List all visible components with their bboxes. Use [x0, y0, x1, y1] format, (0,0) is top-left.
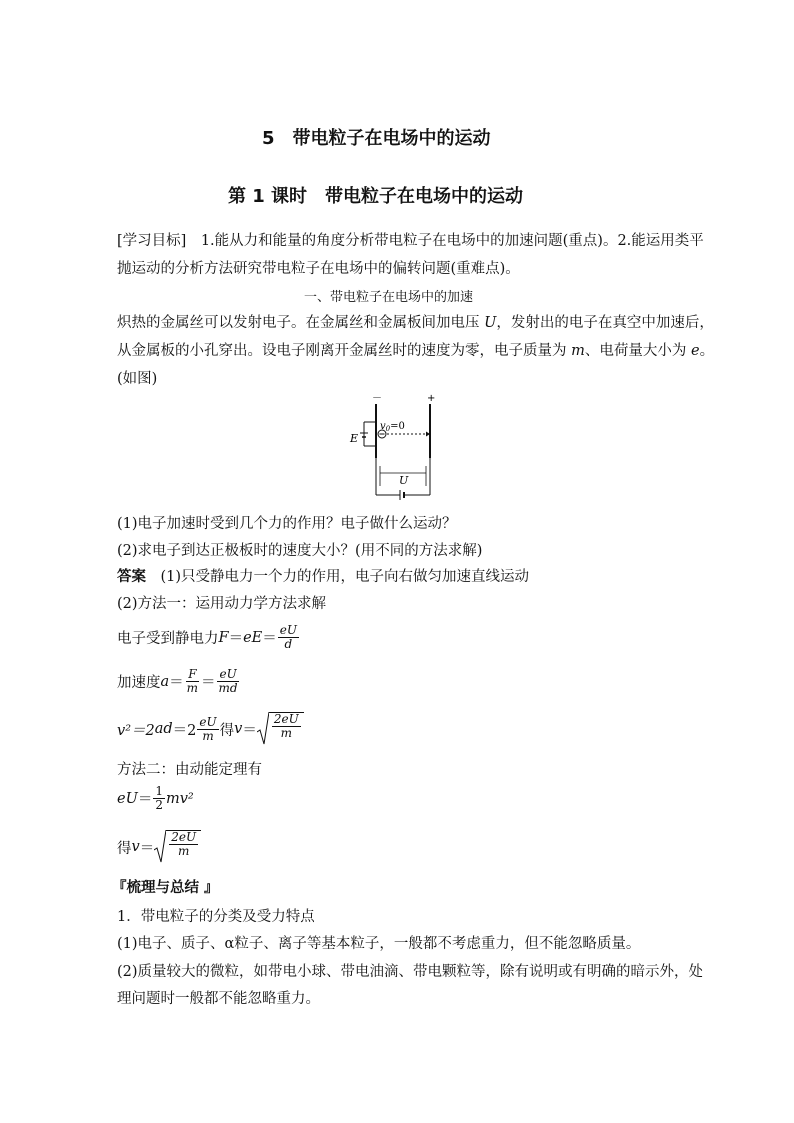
fraction-one-half: $\frac{1}{2}$: [155, 784, 163, 812]
circuit-diagram: [344, 392, 444, 500]
learning-objectives-line-2: 抛运动的分析方法研究带电粒子在电场中的偏转问题(重难点)。: [117, 261, 520, 277]
fraction-eU-over-md: $\frac{eU}{md}$: [218, 667, 238, 695]
answer-line-2: (2)方法一：运用动力学方法求解: [117, 596, 327, 612]
method-two-label: 方法二：由动能定理有: [117, 762, 262, 778]
page-title: 5 带电粒子在电场中的运动: [262, 128, 491, 149]
summary-point-2-line-1: (2)质量较大的微粒，如带电小球、带电油滴、带电颗粒等，除有说明或有明确的暗示外，处: [117, 964, 704, 980]
formula-velocity-kinematic: v²＝2 ad ＝2 $\frac{eU}{m}$ 得 v ＝ $\frac{2eU}{m}$: [117, 712, 304, 746]
emf-label: E: [350, 432, 359, 445]
positive-sign: +: [427, 393, 436, 404]
summary-item-1: 1．带电粒子的分类及受力特点: [117, 909, 315, 925]
fraction-F-over-m: $\frac{F}{m}$: [186, 667, 199, 695]
negative-sign: －: [372, 393, 382, 404]
learning-objectives-line-1: [学习目标] 1.能从力和能量的角度分析带电粒子在电场中的加速问题(重点)。2.能运用类平: [117, 233, 704, 249]
fraction-eU-over-m: $\frac{eU}{m}$: [199, 714, 217, 743]
summary-heading: 『梳理与总结 』: [112, 880, 219, 896]
intro-line-1: 炽热的金属丝可以发射电子。在金属丝和金属板间加电压 U，发射出的电子在真空中加速后，: [117, 315, 714, 331]
formula-velocity-result: 得 v ＝ $\frac{2eU}{m}$: [117, 830, 201, 864]
formula-acceleration: 加速度 a ＝ $\frac{F}{m}$ ＝ $\frac{eU}{md}$: [117, 667, 238, 695]
voltage-label: U: [399, 474, 409, 487]
intro-line-3: (如图): [117, 371, 158, 387]
formula-force: 电子受到静电力 F ＝ eE ＝ $\frac{eU}{d}$: [117, 623, 297, 651]
lesson-subtitle: 第 1 课时 带电粒子在电场中的运动: [228, 186, 524, 207]
intro-line-2: 从金属板的小孔穿出。设电子刚离开金属丝时的速度为零，电子质量为 m、电荷量大小为 e。: [117, 343, 715, 359]
sqrt-2eU-over-m-result: $\frac{2eU}{m}$: [154, 830, 201, 864]
question-2: (2)求电子到达正极板时的速度大小？(用不同的方法求解): [117, 543, 483, 559]
section-heading-acceleration: 一、带电粒子在电场中的加速: [304, 290, 474, 305]
formula-energy-theorem: eU ＝ $\frac{1}{2}$ mv²: [117, 784, 194, 812]
summary-point-1: (1)电子、质子、α粒子、离子等基本粒子，一般都不考虑重力，但不能忽略质量。: [117, 936, 641, 952]
summary-point-2-line-2: 理问题时一般都不能忽略重力。: [117, 991, 320, 1007]
question-1: (1)电子加速时受到几个力的作用？电子做什么运动？: [117, 516, 457, 532]
answer-line-1: 答案 (1)只受静电力一个力的作用，电子向右做匀加速直线运动: [117, 569, 530, 585]
initial-velocity-label: $v_0=0$: [380, 421, 405, 433]
fraction-eU-over-d: $\frac{eU}{d}$: [279, 623, 297, 651]
sqrt-2eU-over-m: $\frac{2eU}{m}$: [257, 712, 304, 746]
answer-label: 答案: [117, 569, 146, 585]
